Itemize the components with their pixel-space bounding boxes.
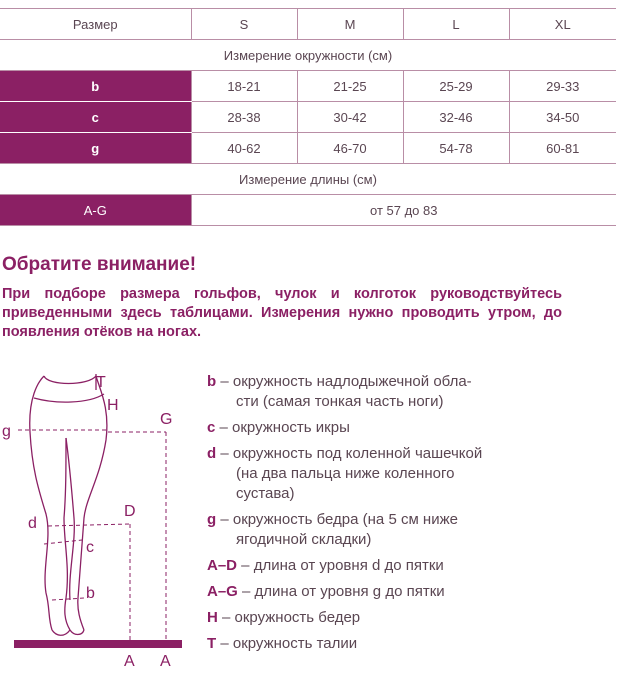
label-g: g — [2, 423, 11, 440]
table-cell: 29-33 — [509, 71, 616, 102]
label-big-d: D — [124, 503, 136, 520]
legend-key: c — [207, 419, 216, 436]
size-table — [0, 8, 616, 226]
size-s: S — [191, 9, 297, 40]
size-label: Размер — [0, 9, 191, 40]
legend-key: g — [207, 511, 217, 528]
legend-text: – длина от уровня d до пятки — [237, 557, 444, 574]
legend-text-cont: ягодичной складки) — [236, 531, 372, 548]
label-t: T — [96, 374, 106, 391]
legend-text: – окружность надлодыжечной обла- — [216, 373, 472, 390]
table-cell: от 57 до 83 — [191, 195, 616, 226]
legend-key: b — [207, 373, 217, 390]
legend-text: – окружность бедра (на 5 см ниже — [216, 511, 458, 528]
legend-key: T — [207, 635, 217, 652]
section-title-row — [0, 40, 616, 71]
label-a-right: A — [160, 653, 171, 670]
size-m: M — [297, 9, 403, 40]
size-xl: XL — [509, 9, 616, 40]
table-cell: 34-50 — [509, 102, 616, 133]
legend-text: – окружность талии — [216, 635, 358, 652]
label-a-left: A — [124, 653, 135, 670]
table-cell: 30-42 — [297, 102, 403, 133]
legend-text: – окружность бедер — [217, 609, 361, 626]
table-row — [0, 195, 616, 226]
label-big-g: G — [160, 411, 173, 428]
size-l: L — [403, 9, 509, 40]
notice-title: Обратите внимание! — [2, 254, 197, 275]
table-cell: 60-81 — [509, 133, 616, 164]
legend-key: H — [207, 609, 218, 626]
label-d: d — [28, 515, 37, 532]
row-key: g — [0, 133, 191, 164]
table-cell: 46-70 — [297, 133, 403, 164]
label-c: c — [86, 539, 94, 556]
leg-diagram — [0, 368, 200, 673]
legend-text: – окружность под коленной чашечкой — [216, 445, 483, 462]
table-row — [0, 71, 616, 102]
legend-text: – длина от уровня g до пятки — [237, 583, 445, 600]
legend-key: d — [207, 445, 217, 462]
notice-text: При подборе размера гольфов, чулок и колготок руководствуйтесь приведенными здесь таблицами. Измерения нужно проводить утром, до появления отёков на ногах. — [2, 286, 562, 340]
section-title-row — [0, 164, 616, 195]
legend-item — [207, 582, 617, 602]
table-row — [0, 102, 616, 133]
label-h: H — [107, 397, 119, 414]
table-cell: 21-25 — [297, 71, 403, 102]
legend-text-cont: (на два пальца ниже коленного — [236, 465, 455, 482]
legend-item — [207, 608, 617, 628]
measurement-legend — [207, 372, 617, 660]
table-header-row — [0, 9, 616, 40]
legend-item — [207, 510, 617, 550]
row-key: c — [0, 102, 191, 133]
table-cell: 32-46 — [403, 102, 509, 133]
legend-key: A–D — [207, 557, 238, 574]
legend-text-cont: сустава) — [236, 485, 295, 502]
legend-key: A–G — [207, 583, 238, 600]
row-key: b — [0, 71, 191, 102]
table-row — [0, 133, 616, 164]
table-cell: 40-62 — [191, 133, 297, 164]
legend-item — [207, 444, 617, 504]
table-cell: 25-29 — [403, 71, 509, 102]
table-cell: 18-21 — [191, 71, 297, 102]
label-b: b — [86, 585, 95, 602]
legend-item — [207, 634, 617, 654]
legend-text-cont: сти (самая тонкая часть ноги) — [236, 393, 444, 410]
legend-item — [207, 418, 617, 438]
legend-item — [207, 372, 617, 412]
table-cell: 28-38 — [191, 102, 297, 133]
legend-text: – окружность икры — [215, 419, 350, 436]
circumference-title: Измерение окружности (см) — [0, 40, 616, 71]
row-key: A-G — [0, 195, 191, 226]
legend-item — [207, 556, 617, 576]
table-cell: 54-78 — [403, 133, 509, 164]
length-title: Измерение длины (см) — [0, 164, 616, 195]
